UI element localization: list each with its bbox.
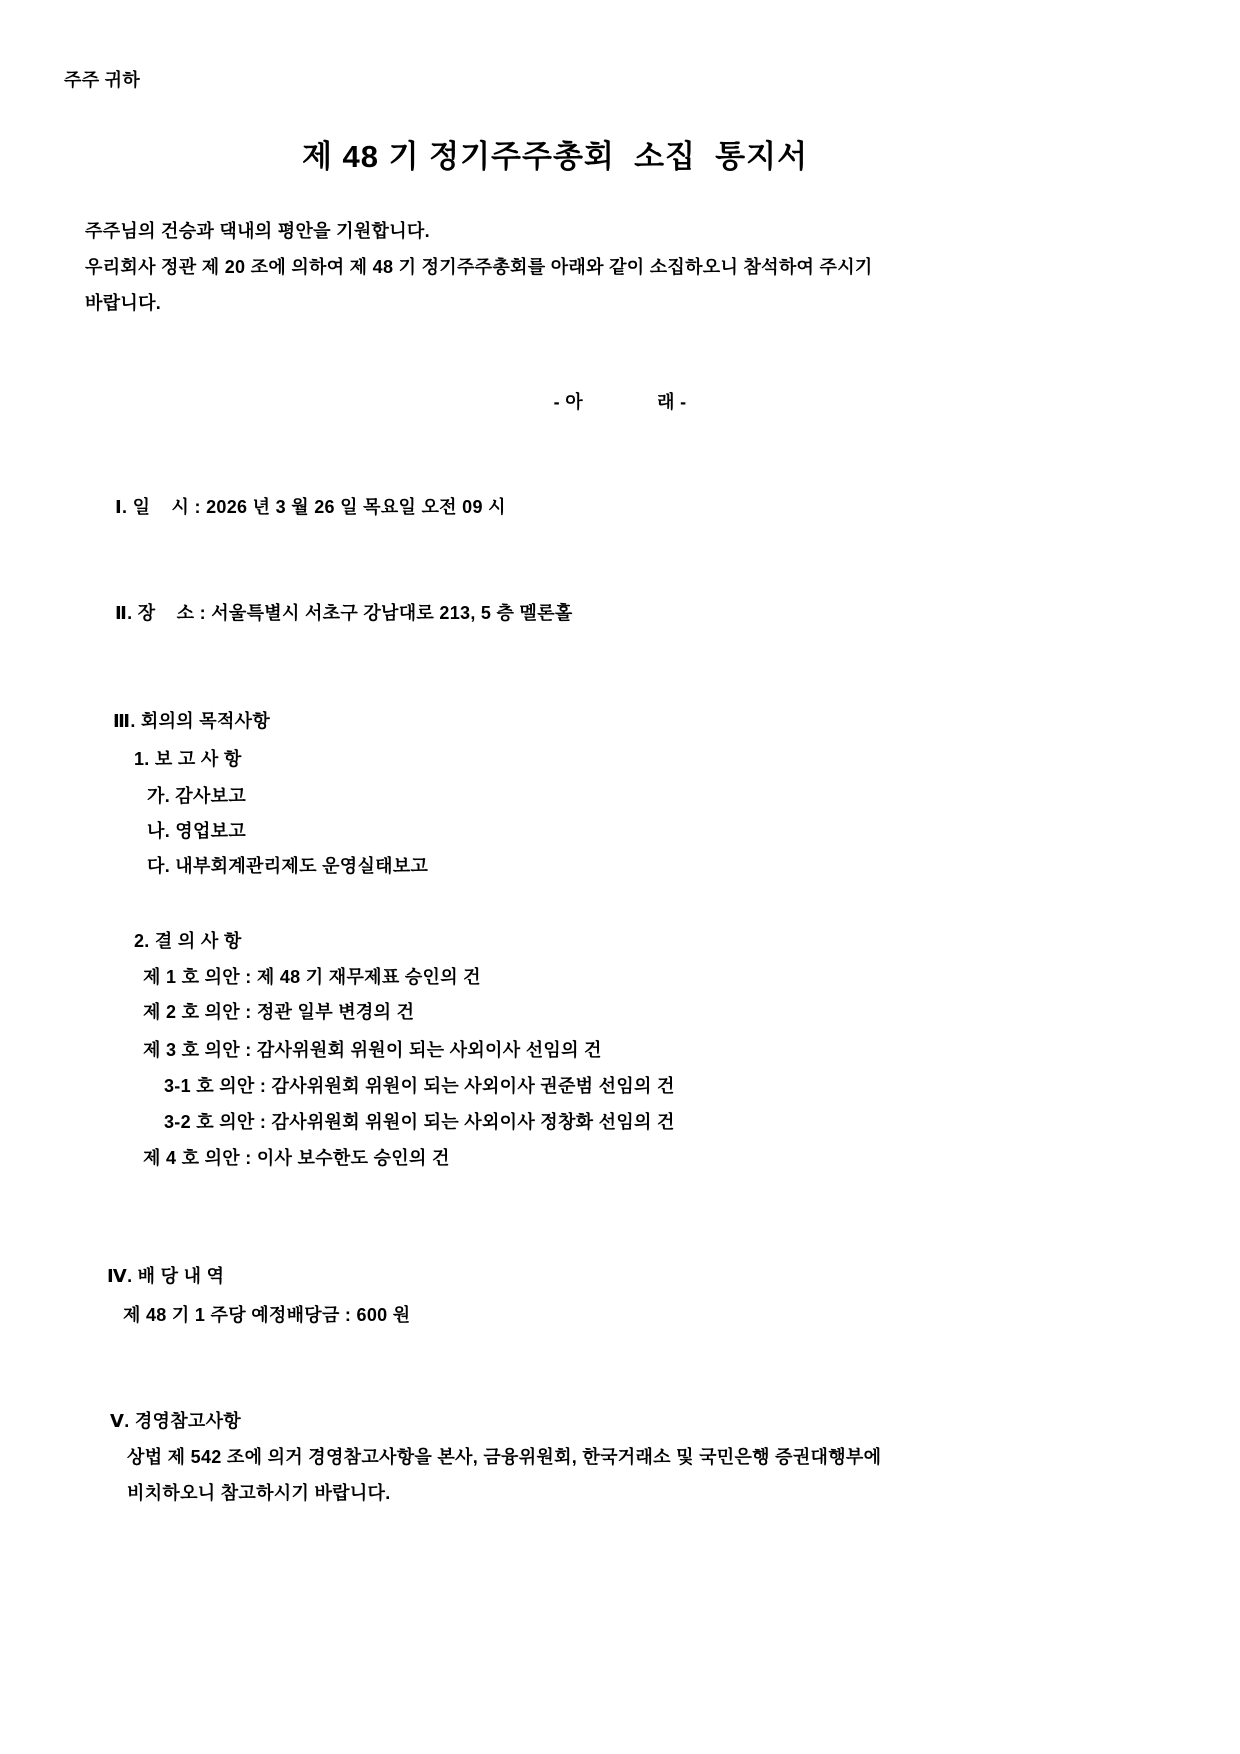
- reference-section-heading: Ⅴ. 경영참고사항: [110, 1411, 241, 1431]
- intro-line-2: 우리회사 정관 제 20 조에 의하여 제 48 기 정기주주총회를 아래와 같이 소집하오니 참석하여 주시기: [85, 257, 873, 277]
- intro-line-3: 바랍니다.: [85, 293, 162, 313]
- below-divider-label: - 아 래 -: [553, 392, 687, 412]
- agenda-section-heading: Ⅲ. 회의의 목적사항: [113, 711, 271, 731]
- report-items-heading: 1. 보 고 사 항: [134, 749, 242, 769]
- resolution-item-3: 제 3 호 의안 : 감사위원회 위원이 되는 사외이사 선임의 건: [143, 1040, 602, 1060]
- resolution-item-3-1: 3-1 호 의안 : 감사위원회 위원이 되는 사외이사 권준범 선임의 건: [164, 1076, 675, 1096]
- report-item-1: 가. 감사보고: [147, 786, 247, 806]
- resolution-item-2: 제 2 호 의안 : 정관 일부 변경의 건: [143, 1002, 415, 1022]
- reference-line-1: 상법 제 542 조에 의거 경영참고사항을 본사, 금융위원회, 한국거래소 및 국민은행 증권대행부에: [127, 1447, 882, 1467]
- document-title: 제 48 기 정기주주총회 소집 통지서: [301, 139, 809, 174]
- dividend-section-heading: Ⅳ. 배 당 내 역: [107, 1266, 225, 1286]
- report-item-3: 다. 내부회계관리제도 운영실태보고: [147, 856, 429, 876]
- resolution-item-3-2: 3-2 호 의안 : 감사위원회 위원이 되는 사외이사 정창화 선임의 건: [164, 1112, 675, 1132]
- intro-line-1: 주주님의 건승과 댁내의 평안을 기원합니다.: [85, 221, 430, 241]
- meeting-date-line: Ⅰ. 일 시 : 2026 년 3 월 26 일 목요일 오전 09 시: [115, 497, 506, 517]
- resolution-item-1: 제 1 호 의안 : 제 48 기 재무제표 승인의 건: [143, 967, 481, 987]
- report-item-2: 나. 영업보고: [147, 821, 247, 841]
- meeting-place-line: Ⅱ. 장 소 : 서울특별시 서초구 강남대로 213, 5 층 멜론홀: [115, 603, 573, 623]
- resolution-items-heading: 2. 결 의 사 항: [134, 931, 242, 951]
- recipient-label: 주주 귀하: [64, 70, 141, 90]
- reference-line-2: 비치하오니 참고하시기 바랍니다.: [127, 1483, 391, 1503]
- dividend-detail-line: 제 48 기 1 주당 예정배당금 : 600 원: [123, 1305, 411, 1325]
- resolution-item-4: 제 4 호 의안 : 이사 보수한도 승인의 건: [143, 1148, 450, 1168]
